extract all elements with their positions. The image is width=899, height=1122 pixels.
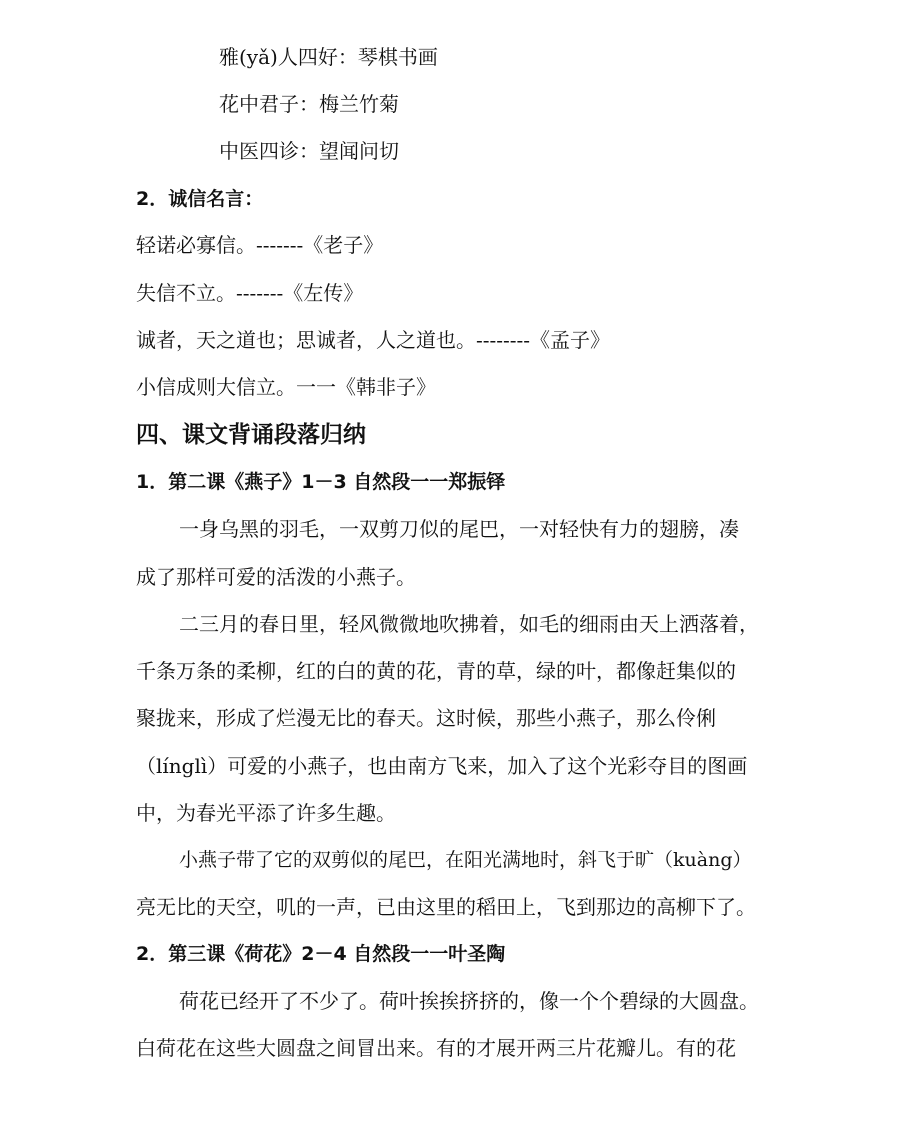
yanzi-para2-line3: 聚拢来，形成了烂漫无比的春天。这时候，那些小燕子，那么伶俐 bbox=[136, 706, 716, 730]
yanzi-para2-line4: （línglì）可爱的小燕子，也由南方飞来，加入了这个光彩夺目的图画 bbox=[136, 754, 748, 778]
quote-mengzi: 诚者，天之道也；思诚者，人之道也。--------《孟子》 bbox=[136, 328, 611, 352]
integrity-heading: 2．诚信名言： bbox=[136, 188, 264, 210]
lesson-hehua-heading: 2．第三课《荷花》2－4 自然段一一叶圣陶 bbox=[136, 943, 506, 965]
lesson-yanzi-heading: 1．第二课《燕子》1－3 自然段一一郑振铎 bbox=[136, 471, 506, 493]
yanzi-para2-line2: 千条万条的柔柳，红的白的黄的花，青的草，绿的叶，都像赶集似的 bbox=[136, 659, 736, 683]
hehua-para1-line2: 白荷花在这些大圆盘之间冒出来。有的才展开两三片花瓣儿。有的花 bbox=[136, 1036, 736, 1060]
yanzi-para2-line1: 二三月的春日里，轻风微微地吹拂着，如毛的细雨由天上洒落着， bbox=[179, 612, 759, 636]
yanzi-para3-line2: 亮无比的天空，叽的一声，已由这里的稻田上，飞到那边的高柳下了。 bbox=[136, 895, 756, 919]
list-item-zhongyi: 中医四诊：望闻问切 bbox=[219, 139, 399, 163]
yanzi-para3-line1: 小燕子带了它的双剪似的尾巴，在阳光满地时，斜飞于旷（kuàng） bbox=[179, 849, 752, 871]
yanzi-para1-line2: 成了那样可爱的活泼的小燕子。 bbox=[136, 565, 416, 589]
yanzi-para2-line5: 中，为春光平添了许多生趣。 bbox=[136, 801, 396, 825]
quote-laozi: 轻诺必寡信。-------《老子》 bbox=[136, 233, 384, 257]
quote-hanfeizi: 小信成则大信立。一一《韩非子》 bbox=[136, 375, 436, 399]
hehua-para1-line1: 荷花已经开了不少了。荷叶挨挨挤挤的，像一个个碧绿的大圆盘。 bbox=[179, 989, 759, 1013]
list-item-huazhong: 花中君子：梅兰竹菊 bbox=[219, 92, 399, 116]
quote-zuozhuan: 失信不立。-------《左传》 bbox=[136, 281, 364, 305]
list-item-yaren: 雅(yǎ)人四好：琴棋书画 bbox=[219, 45, 438, 69]
section-title: 四、课文背诵段落归纳 bbox=[136, 422, 366, 448]
yanzi-para1-line1: 一身乌黑的羽毛，一双剪刀似的尾巴，一对轻快有力的翅膀，凑 bbox=[179, 517, 739, 541]
